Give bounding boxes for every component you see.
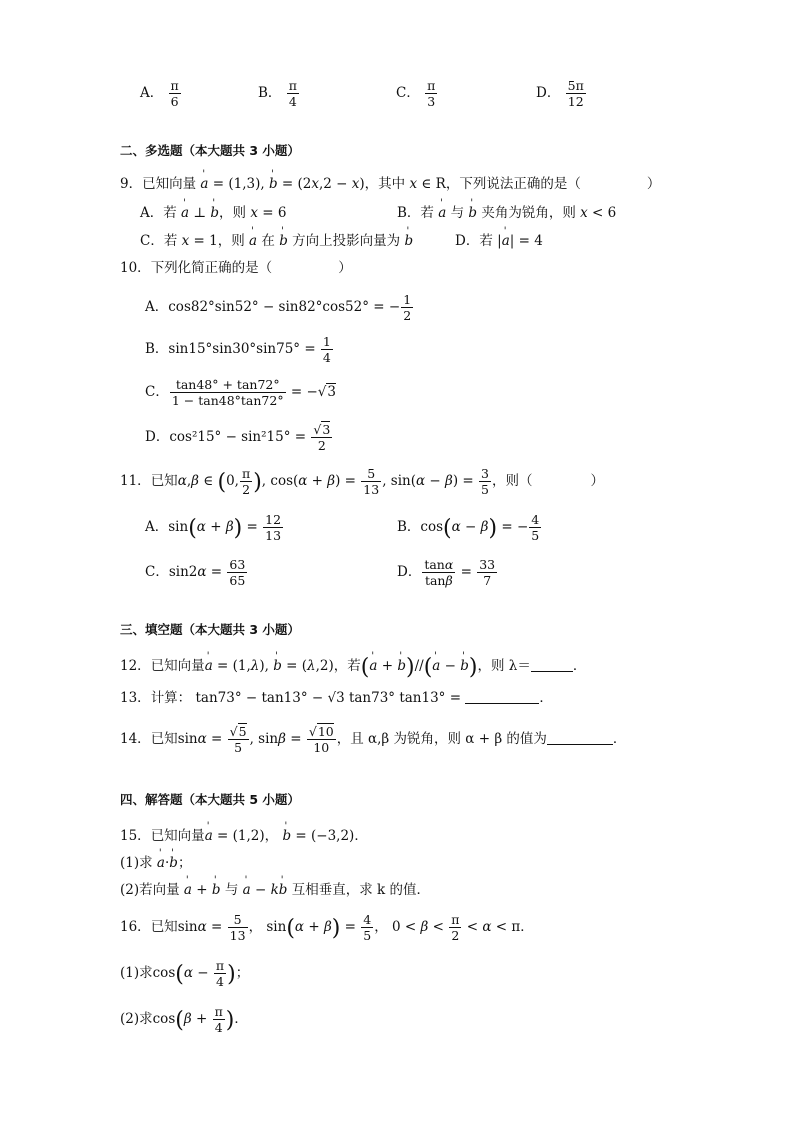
question-11-stem: 11．已知α,β ∈ (0, $\frac{\pi}{2}$ ), cos(α + β) = $\frac{5}{13}$ , sin(α − β) = $\frac{3}{5}$ ，则（ ） [120, 466, 604, 497]
text: 互相垂直，求 k 的值． [287, 882, 431, 898]
question-number: 12． [120, 658, 151, 674]
question-15-part-2: (2)若向量 ' a + ' b 与 ' a − k' b 互相垂直，求 k 的值． [120, 880, 430, 900]
option-d [536, 78, 587, 109]
question-10-stem [120, 258, 352, 278]
numerator: π [288, 78, 297, 93]
q10-option-d: D．cos²15° − sin²15° = $\frac{√3}{2}$ [145, 422, 331, 453]
option-label: B． [145, 341, 169, 357]
text: ，则 [219, 205, 251, 221]
option-label: C． [145, 564, 169, 580]
q9-option-a: A．若 ' a ⊥ ' b，则 x = 6 [140, 203, 286, 223]
text: (2)若向量 [120, 882, 184, 898]
q10-option-c: C． $\frac{\tan 48^\circ + \tan 72^\circ}{1 - \tan 48^\circ\tan 72^\circ}$ = −√3 [145, 377, 336, 408]
option-label: D． [536, 85, 561, 101]
option-c [396, 78, 438, 109]
option-a [140, 78, 182, 109]
option-label: D． [145, 429, 170, 445]
question-12: 12．已知向量' a = (1,λ), ' b = (λ,2)，若(' a + ' b)//(' a − ' b)，则 λ＝ ． [120, 656, 586, 678]
option-label: B．若 [397, 205, 439, 221]
vector-b: ' b [269, 174, 278, 194]
question-number: 11． [120, 473, 151, 489]
text: (1)求 [120, 965, 153, 981]
q9-option-c: C．若 x = 1，则 ' a 在 ' b 方向上投影向量为 ' b [140, 231, 413, 251]
section-heading-2: 二、多选题（本大题共 3 小题） [120, 143, 300, 158]
text: 已知向量 [150, 658, 205, 674]
denominator: 6 [170, 94, 179, 109]
text: ，其中 [364, 176, 410, 192]
q9-option-b: B．若 ' a 与 ' b 夹角为锐角，则 x < 6 [397, 203, 616, 223]
option-label: C．若 [140, 233, 182, 249]
option-label: C． [145, 384, 169, 400]
question-number: 16． [120, 919, 151, 935]
text: ，则（ [491, 473, 533, 489]
question-number: 10． [120, 260, 151, 276]
option-label: C． [396, 85, 420, 101]
option-label: A．若 [140, 205, 182, 221]
q9-option-d: D．若 |' a| = 4 [455, 231, 543, 251]
option-b [258, 78, 300, 109]
q11-option-d: D． $\frac{\tan\alpha}{\tan\beta}$ = $\frac{33}{7}$ [397, 557, 496, 588]
text: 在 [257, 233, 280, 249]
text: 夹角为锐角，则 [477, 205, 581, 221]
section-heading-3: 三、填空题（本大题共 3 小题） [120, 622, 300, 637]
text: ，若 [333, 658, 361, 674]
text: 已知向量 [150, 828, 205, 844]
section-heading-4: 四、解答题（本大题共 5 小题） [120, 792, 300, 807]
question-15-stem: 15．已知向量' a = (1,2)， ' b = (−3,2)． [120, 826, 368, 846]
answer-blank[interactable] [547, 744, 613, 745]
question-13: 13．计算： tan73° − tan13° − √3 tan73° tan13° = ． [120, 690, 553, 706]
numerator: π [170, 78, 179, 93]
denominator: 3 [427, 94, 436, 109]
text: 与 [220, 882, 243, 898]
text: ，则 [217, 233, 250, 249]
numerator: π [427, 78, 436, 93]
text: (1)求 [120, 855, 157, 871]
text: ） [338, 260, 352, 276]
text: 与 [446, 205, 469, 221]
text: (2)求 [120, 1011, 153, 1027]
question-14: 14．已知sinα = $\frac{√5}{5}$ , sinβ = $\frac{√10}{10}$ ，且 α,β 为锐角，则 α + β 的值为 ． [120, 724, 627, 755]
question-16-part-2: (2)求cos(β + $\frac{\pi}{4}$ )． [120, 1004, 248, 1035]
text: 已知 [150, 919, 178, 935]
question-number: 9． [120, 176, 143, 192]
option-label: D．若 [455, 233, 498, 249]
q10-option-a: A．cos82°sin52° − sin82°cos52° = − $\frac{1}{2}$ [145, 292, 412, 323]
denominator: 12 [567, 94, 584, 109]
answer-blank[interactable] [531, 671, 573, 672]
option-label: A． [140, 85, 164, 101]
question-16-stem: 16．已知sinα = $\frac{5}{13}$ ， sin(α + β) = $\frac{4}{5}$ ， 0 < β < $\frac{\pi}{2}$ < α < π． [120, 912, 534, 943]
text: 下列化简正确的是（ [150, 260, 273, 276]
text: 方向上投影向量为 [287, 233, 405, 249]
vector-a: ' a [200, 174, 208, 194]
denominator: 4 [288, 94, 297, 109]
fraction [169, 78, 181, 109]
question-16-part-1: (1)求cos(α − $\frac{\pi}{4}$ )； [120, 958, 250, 989]
q11-option-a: A．sin(α + β) = $\frac{12}{13}$ [145, 512, 282, 543]
question-number: 14． [120, 731, 151, 747]
text: ，下列说法正确的是（ [445, 176, 581, 192]
text: ） [646, 176, 661, 192]
q10-option-b: B．sin15°sin30°sin75° = $\frac{1}{4}$ [145, 334, 331, 365]
option-label: B． [258, 85, 282, 101]
q11-option-c: C．sin2α = $\frac{63}{65}$ [145, 557, 246, 588]
option-label: D． [397, 564, 422, 580]
text: ） [590, 473, 604, 489]
text: ，且 α,β 为锐角，则 α + β 的值为 [336, 731, 547, 747]
numerator: 5π [567, 78, 584, 93]
fraction [425, 78, 437, 109]
fraction [287, 78, 299, 109]
question-9-stem: 9．已知向量 ' a = (1,3), ' b = (2x,2 − x)，其中 x ∈ R，下列说法正确的是（ ） [120, 174, 660, 194]
text: 已知 [150, 731, 178, 747]
option-label: A． [145, 519, 169, 535]
q11-option-b: B．cos(α − β) = − $\frac{4}{5}$ [397, 512, 540, 543]
text: 计算： [150, 690, 192, 706]
answer-blank[interactable] [465, 703, 539, 704]
option-row-top [140, 70, 600, 109]
text: 已知向量 [142, 176, 201, 192]
fraction [566, 78, 586, 109]
option-label: A． [145, 299, 169, 315]
question-number: 15． [120, 828, 151, 844]
option-label: B． [397, 519, 421, 535]
question-number: 13． [120, 690, 151, 706]
question-15-part-1: (1)求 ' a·' b； [120, 853, 191, 873]
expression: tan73° − tan13° − √3 tan73° tan13° = [195, 690, 462, 706]
text: 已知 [150, 473, 178, 489]
text: ，则 λ＝ [477, 658, 531, 674]
